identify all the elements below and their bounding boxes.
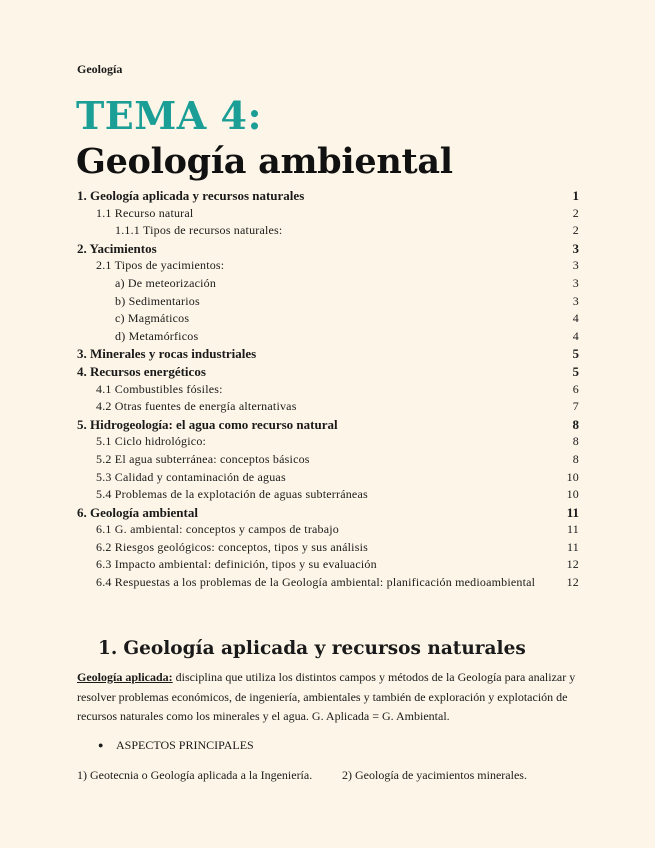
bullet-text: ASPECTOS PRINCIPALES [116,738,254,752]
toc-entry[interactable] [77,381,579,399]
toc-page-number: 3 [572,275,579,290]
toc-page-number: 7 [572,399,579,414]
toc-page-number: 3 [572,258,579,273]
toc-page-number: 11 [567,539,579,554]
toc-entry-title: 6.3 Impacto ambiental: definición, tipos y su evaluación [96,557,377,572]
toc-page-number: 12 [566,575,579,590]
toc-page-number: 8 [572,451,579,466]
toc-page-number: 4 [572,328,579,343]
toc-entry[interactable] [77,310,579,328]
toc-page-number: 4 [572,311,579,326]
toc-entry[interactable] [77,469,579,487]
toc-entry[interactable] [77,363,579,381]
toc-entry[interactable] [77,240,579,258]
toc-entry-title: 4.1 Combustibles fósiles: [96,381,223,396]
list-item-1: 1) Geotecnia o Geología aplicada a la Ingeniería. [77,768,313,782]
toc-page-number: 2 [572,205,579,220]
toc-entry-title: 5.4 Problemas de la explotación de aguas subterráneas [96,487,368,502]
toc-entry[interactable] [77,556,579,574]
toc-entry[interactable] [77,433,579,451]
toc-page-number: 11 [566,504,579,520]
bullet-item [98,736,254,754]
toc-entry-title: 5.1 Ciclo hidrológico: [96,434,207,449]
toc-entry[interactable] [77,205,579,223]
toc-entry[interactable] [77,486,579,504]
section-title: Geología aplicada y recursos naturales [123,638,526,659]
toc-entry[interactable] [77,539,579,557]
list-item-2: 2) Geología de yacimientos minerales. [342,768,527,782]
toc-entry-title: 1.1 Recurso natural [96,205,194,220]
definition-paragraph [77,668,577,727]
toc-entry[interactable] [77,293,579,311]
toc-entry-title: 5.2 El agua subterránea: conceptos básicos [96,451,310,466]
toc-entry[interactable] [77,398,579,416]
toc-page-number: 11 [567,522,579,537]
toc-entry[interactable] [77,416,579,434]
toc-entry-title: 1. Geología aplicada y recursos naturales [77,188,305,203]
defined-term: Geología aplicada: [77,670,173,684]
table-of-contents [77,187,579,592]
toc-entry-title: 4.2 Otras fuentes de energía alternativas [96,399,297,414]
section-number: 1. [98,638,118,659]
toc-page-number: 12 [566,557,579,572]
toc-entry-title: 3. Minerales y rocas industriales [77,346,257,362]
toc-entry-title: 1.1.1 Tipos de recursos naturales: [115,223,283,238]
toc-page-number: 10 [566,469,579,484]
toc-entry-title: 6.2 Riesgos geológicos: conceptos, tipos y sus análisis [96,539,368,554]
toc-page-number: 5 [572,346,579,362]
page-title: Geología ambiental [76,141,453,182]
toc-page-number: 3 [572,293,579,308]
running-header: Geología [77,62,123,76]
toc-entry-title: 5. Hidrogeología: el agua como recurso natural [77,416,338,432]
toc-entry-title: 2.1 Tipos de yacimientos: [96,258,225,273]
toc-entry-title: d) Metamórficos [115,328,199,343]
toc-entry[interactable] [77,187,579,205]
toc-entry-title: 6. Geología ambiental [77,504,198,520]
toc-page-number: 5 [572,363,579,379]
toc-page-number: 2 [572,223,579,238]
toc-entry[interactable] [77,504,579,522]
toc-page-number: 6 [572,381,579,396]
toc-page-number: 8 [572,416,579,432]
toc-entry-title: c) Magmáticos [115,311,190,326]
toc-entry[interactable] [77,451,579,469]
toc-entry-title: 6.1 G. ambiental: conceptos y campos de trabajo [96,522,339,537]
toc-entry[interactable] [77,222,579,240]
toc-entry[interactable] [77,521,579,539]
toc-entry-title: 4. Recursos energéticos [77,363,206,379]
toc-entry-title: b) Sedimentarios [115,293,200,308]
toc-entry[interactable] [77,345,579,363]
toc-page-number: 3 [572,240,579,256]
toc-entry-title: 5.3 Calidad y contaminación de aguas [96,469,286,484]
definition-text: disciplina que utiliza los distintos campos y métodos de la Geología para analizar y resolver problemas económicos, de ingeniería, ambientales y también de exploración y explotación de recursos naturales como los minerales y el agua. G. Aplicada = G. Ambiental. [77,670,576,723]
toc-page-number: 10 [566,487,579,502]
toc-entry-title: a) De meteorización [115,275,217,290]
toc-page-number: 1 [572,188,579,203]
toc-entry-title: 2. Yacimientos [77,240,157,256]
section-heading [98,638,526,659]
bullet-icon: ● [98,740,104,750]
toc-entry-title: 6.4 Respuestas a los problemas de la Geología ambiental: planificación medioambiental [96,575,536,590]
toc-entry[interactable] [77,257,579,275]
toc-entry[interactable] [77,574,579,592]
topic-number-title: TEMA 4: [76,93,262,138]
toc-page-number: 8 [572,434,579,449]
toc-entry[interactable] [77,275,579,293]
toc-entry[interactable] [77,328,579,346]
